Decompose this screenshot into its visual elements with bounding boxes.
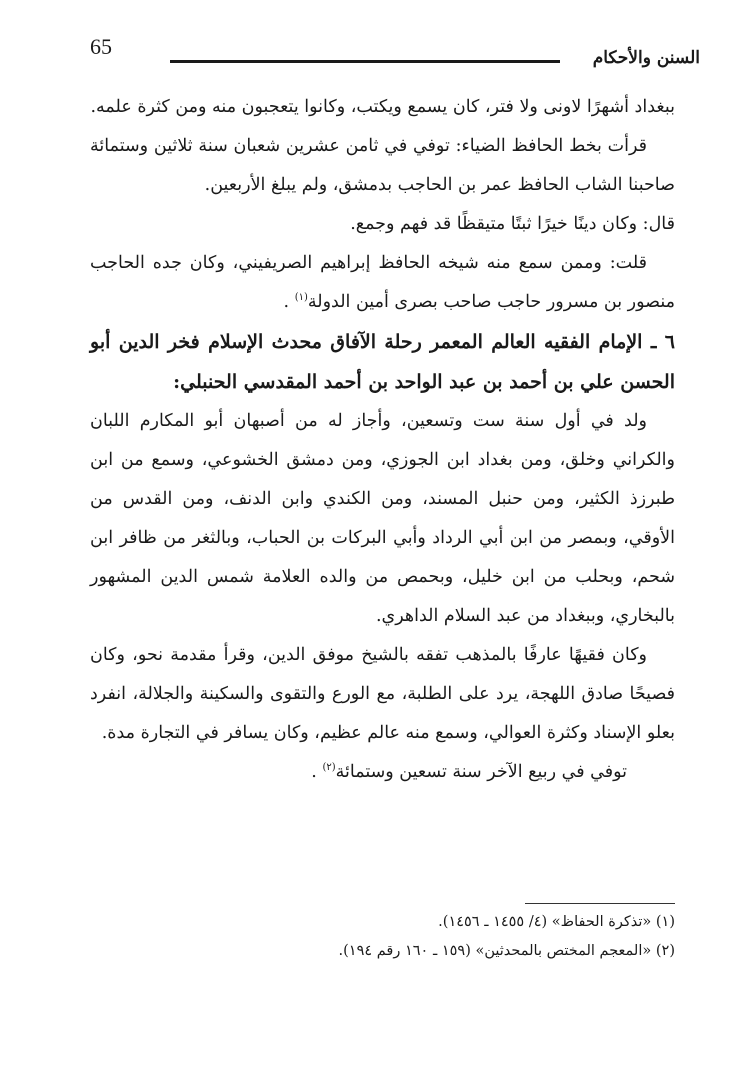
paragraph-4 [90,244,675,322]
footnote-2: (٢) «المعجم المختص بالمحدثين» (١٥٩ ـ ١٦٠ رقم ١٩٤). [338,943,675,959]
running-title: السنن والأحكام [592,48,700,68]
footnote-ref-1[interactable]: (١) [294,292,308,304]
entry-heading: ٦ ـ الإمام الفقيه العالم المعمر رحلة الآفاق محدث الإسلام فخر الدين أبو الحسن علي بن أحمد بن عبد الواحد بن أحمد المقدسي الحنبلي: [90,331,675,393]
paragraph-7 [90,753,675,792]
paragraph-4-text: قلت: وممن سمع منه شيخه الحافظ إبراهيم الصريفيني، وكان جده الحاجب منصور بن مسرور حاجب صاحب بصرى أمين الدولة [90,253,675,312]
paragraph-7-text: توفي في ربيع الآخر سنة تسعين وستمائة [335,762,627,782]
footnote-separator [525,903,675,904]
footnote-ref-2[interactable]: (٢) [322,762,336,774]
footnotes [90,908,675,966]
paragraph-3: قال: وكان دينًا خيرًا ثبتًا متيقظًا قد فهم وجمع. [350,214,675,234]
paragraph-1: ببغداد أشهرًا لاونى ولا فتر، كان يسمع ويكتب، وكانوا يتعجبون منه ومن كثرة علمه. [90,97,675,117]
paragraph-5: ولد في أول سنة ست وتسعين، وأجاز له من أصبهان أبو المكارم اللبان والكراني وخلق، ومن بغداد ابن الجوزي، ومن دمشق الخشوعي، وسمع من ابن طبرزذ الكثير، ومن حنبل المسند، ومن الكندي وابن الدنف، ومن القدس من الأوقي، وبمصر من ابن أبي الرداد وأبي البركات بن الحباب، وبالثغر من ظافر ابن شحم، وبحلب من ابن خليل، وبحمص من والده العلامة شمس الدين المشهور بالبخاري، وببغداد من عبد السلام الداهري. [90,411,675,626]
paragraph-7-end: . [311,762,323,782]
paragraph-6: وكان فقيهًا عارفًا بالمذهب تفقه بالشيخ موفق الدين، وقرأ مقدمة نحو، وكان فصيحًا صادق اللهجة، يرد على الطلبة، مع الورع والتقوى والسكينة والجلالة، انفرد بعلو الإسناد وكثرة العوالي، وسمع منه عالم عظيم، وكان يسافر في التجارة مدة. [90,645,675,743]
paragraph-4-end: . [283,292,295,312]
header-rule [170,60,560,63]
footnote-1: (١) «تذكرة الحفاظ» (٤/ ١٤٥٥ ـ ١٤٥٦). [438,914,675,930]
main-text [90,88,675,792]
paragraph-2: قرأت بخط الحافظ الضياء: توفي في ثامن عشرين شعبان سنة ثلاثين وستمائة صاحبنا الشاب الحافظ عمر بن الحاجب بدمشق، ولم يبلغ الأربعين. [90,136,675,195]
page-number: 65 [90,34,112,59]
running-header [60,30,700,78]
